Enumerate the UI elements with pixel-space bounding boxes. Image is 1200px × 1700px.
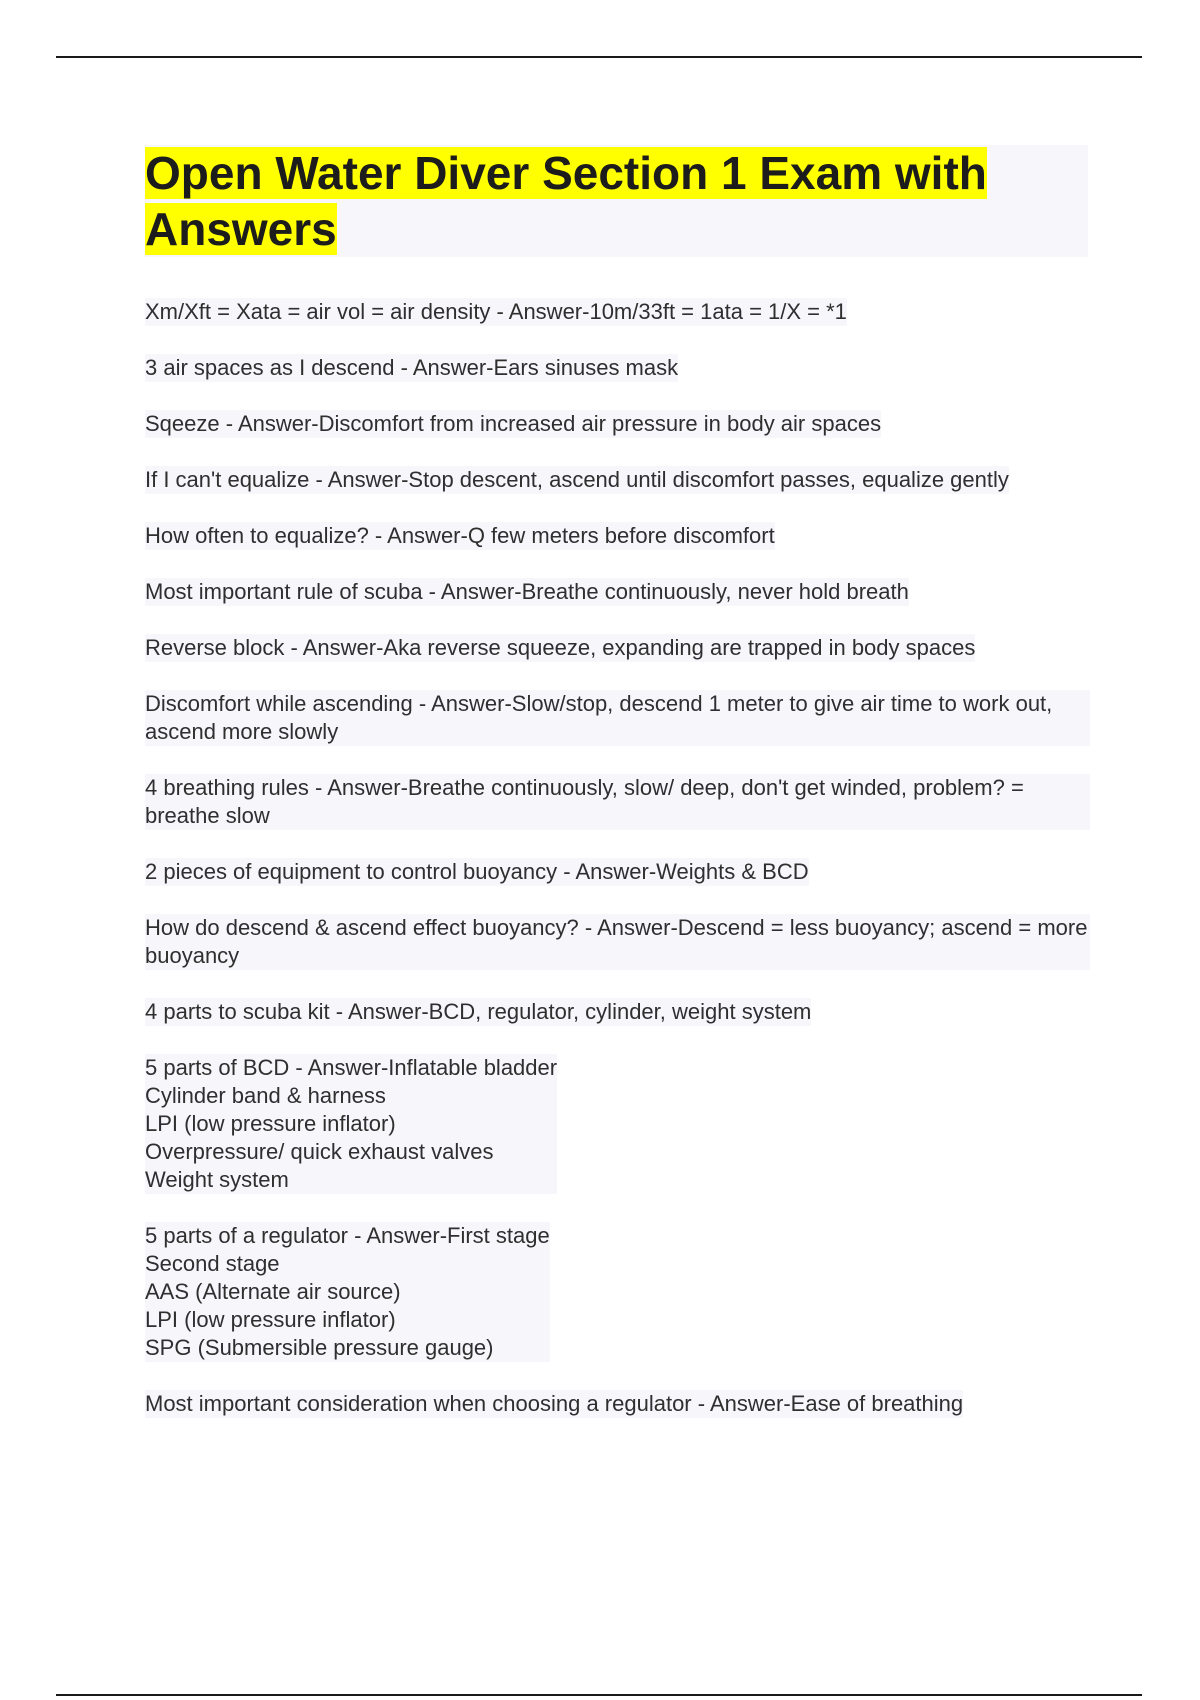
page-title <box>145 145 1088 257</box>
qa-item: 2 pieces of equipment to control buoyancy - Answer-Weights & BCD <box>145 859 809 884</box>
qa-item: 4 breathing rules - Answer-Breathe continuously, slow/ deep, don't get winded, problem? = breathe slow <box>145 774 1090 830</box>
top-rule <box>56 56 1142 58</box>
page-title-line-2: Answers <box>145 203 337 255</box>
qa-item: Most important consideration when choosing a regulator - Answer-Ease of breathing <box>145 1391 964 1416</box>
qa-item: How do descend & ascend effect buoyancy? - Answer-Descend = less buoyancy; ascend = more buoyancy <box>145 914 1090 970</box>
qa-item: Sqeeze - Answer-Discomfort from increased air pressure in body air spaces <box>145 411 882 436</box>
qa-item: 5 parts of a regulator - Answer-First stage Second stage AAS (Alternate air source) LPI (low pressure inflator) SPG (Submersible pressure gauge) <box>145 1223 550 1360</box>
qa-item: 5 parts of BCD - Answer-Inflatable bladder Cylinder band & harness LPI (low pressure inflator) Overpressure/ quick exhaust valves Weight system <box>145 1055 558 1192</box>
qa-item: Reverse block - Answer-Aka reverse squeeze, expanding are trapped in body spaces <box>145 635 976 660</box>
qa-item: Discomfort while ascending - Answer-Slow/stop, descend 1 meter to give air time to work out, ascend more slowly <box>145 690 1090 746</box>
qa-item: How often to equalize? - Answer-Q few meters before discomfort <box>145 523 775 548</box>
qa-item: Most important rule of scuba - Answer-Breathe continuously, never hold breath <box>145 579 909 604</box>
bottom-rule <box>56 1694 1142 1696</box>
qa-item: If I can't equalize - Answer-Stop descent, ascend until discomfort passes, equalize gently <box>145 467 1009 492</box>
qa-list <box>145 298 1095 1446</box>
title-block <box>145 145 1088 257</box>
qa-item: 3 air spaces as I descend - Answer-Ears sinuses mask <box>145 355 679 380</box>
qa-item: 4 parts to scuba kit - Answer-BCD, regulator, cylinder, weight system <box>145 999 812 1024</box>
page-title-line-1: Open Water Diver Section 1 Exam with <box>145 147 987 199</box>
qa-item: Xm/Xft = Xata = air vol = air density - Answer-10m/33ft = 1ata = 1/X = *1 <box>145 299 847 324</box>
